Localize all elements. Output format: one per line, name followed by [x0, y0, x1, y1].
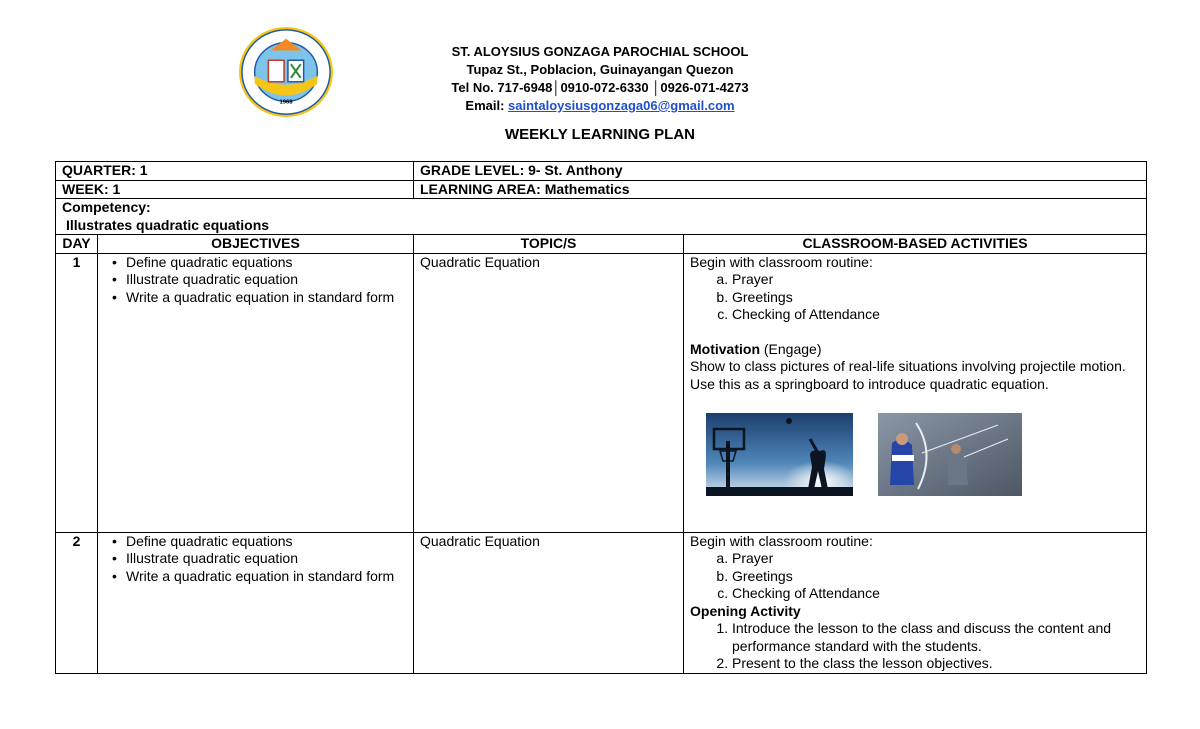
document-title: WEEKLY LEARNING PLAN — [504, 126, 696, 143]
routine-item: a. Prayer — [732, 550, 1140, 568]
objective-item: • Define quadratic equations — [126, 533, 407, 551]
basketball-silhouette-image — [706, 413, 853, 496]
school-phone: Tel No. 717-6948│0910-072-6330 │0926-071-4273 — [451, 80, 749, 95]
table-row — [56, 532, 1147, 673]
routine-item: b. Greetings — [732, 289, 1140, 307]
topics-header: TOPIC/S — [414, 235, 684, 254]
activities-cell — [684, 253, 1147, 532]
motivation-photos — [690, 413, 1140, 513]
activities-cell — [684, 532, 1147, 673]
logo-year: 1968 — [279, 99, 293, 106]
opening-item: 1. Introduce the lesson to the class and discuss the content and performance standard with the students. — [732, 620, 1140, 655]
day-header: DAY — [56, 235, 98, 254]
topic-cell: Quadratic Equation — [414, 253, 684, 532]
letterhead — [385, 43, 815, 115]
quarter-cell: QUARTER: 1 — [56, 162, 414, 181]
competency-cell — [56, 199, 1147, 235]
motivation-label: Motivation — [690, 340, 760, 357]
objectives-cell — [98, 532, 414, 673]
learning-area-cell: LEARNING AREA: Mathematics — [414, 180, 1147, 199]
routine-item: c. Checking of Attendance — [732, 585, 1140, 603]
competency-text: Illustrates quadratic equations — [66, 216, 270, 233]
objective-item: • Illustrate quadratic equation — [126, 271, 407, 289]
school-logo — [237, 25, 335, 119]
routine-intro: Begin with classroom routine: — [690, 253, 873, 270]
objective-item: • Illustrate quadratic equation — [126, 550, 407, 568]
topic-cell: Quadratic Equation — [414, 532, 684, 673]
routine-intro: Begin with classroom routine: — [690, 532, 873, 549]
meta-row-1 — [56, 162, 1147, 181]
day-number: 1 — [56, 253, 98, 532]
motivation-text: Show to class pictures of real-life situations involving projectile motion. Use this as a springboard to introduce quadratic equation. — [690, 358, 1126, 392]
objective-item: • Write a quadratic equation in standard form — [126, 568, 407, 586]
day-number: 2 — [56, 532, 98, 673]
table-row — [56, 253, 1147, 532]
objective-item: • Define quadratic equations — [126, 254, 407, 272]
email-label: Email: — [465, 98, 509, 113]
competency-label: Competency: — [62, 199, 151, 215]
motivation-heading — [690, 341, 1140, 359]
competency-row — [56, 199, 1147, 235]
routine-item: a. Prayer — [732, 271, 1140, 289]
opening-activity-label: Opening Activity — [690, 602, 801, 619]
objectives-cell — [98, 253, 414, 532]
week-cell: WEEK: 1 — [56, 180, 414, 199]
school-address: Tupaz St., Poblacion, Guinayangan Quezon — [466, 62, 734, 77]
header-row — [56, 235, 1147, 254]
activities-header: CLASSROOM-BASED ACTIVITIES — [684, 235, 1147, 254]
school-email-line — [385, 97, 815, 115]
email-link[interactable]: saintaloysiusgonzaga06@gmail.com — [508, 98, 735, 113]
routine-item: b. Greetings — [732, 568, 1140, 586]
grade-level-cell: GRADE LEVEL: 9- St. Anthony — [414, 162, 1147, 181]
opening-item: 2. Present to the class the lesson objectives. — [732, 655, 1140, 673]
objective-item: • Write a quadratic equation in standard form — [126, 289, 407, 307]
learning-plan-table — [55, 161, 1147, 674]
meta-row-2 — [56, 180, 1147, 199]
objectives-header: OBJECTIVES — [98, 235, 414, 254]
motivation-tag: (Engage) — [760, 340, 822, 357]
routine-item: c. Checking of Attendance — [732, 306, 1140, 324]
archery-image — [878, 413, 1022, 496]
school-name: ST. ALOYSIUS GONZAGA PAROCHIAL SCHOOL — [451, 44, 749, 59]
